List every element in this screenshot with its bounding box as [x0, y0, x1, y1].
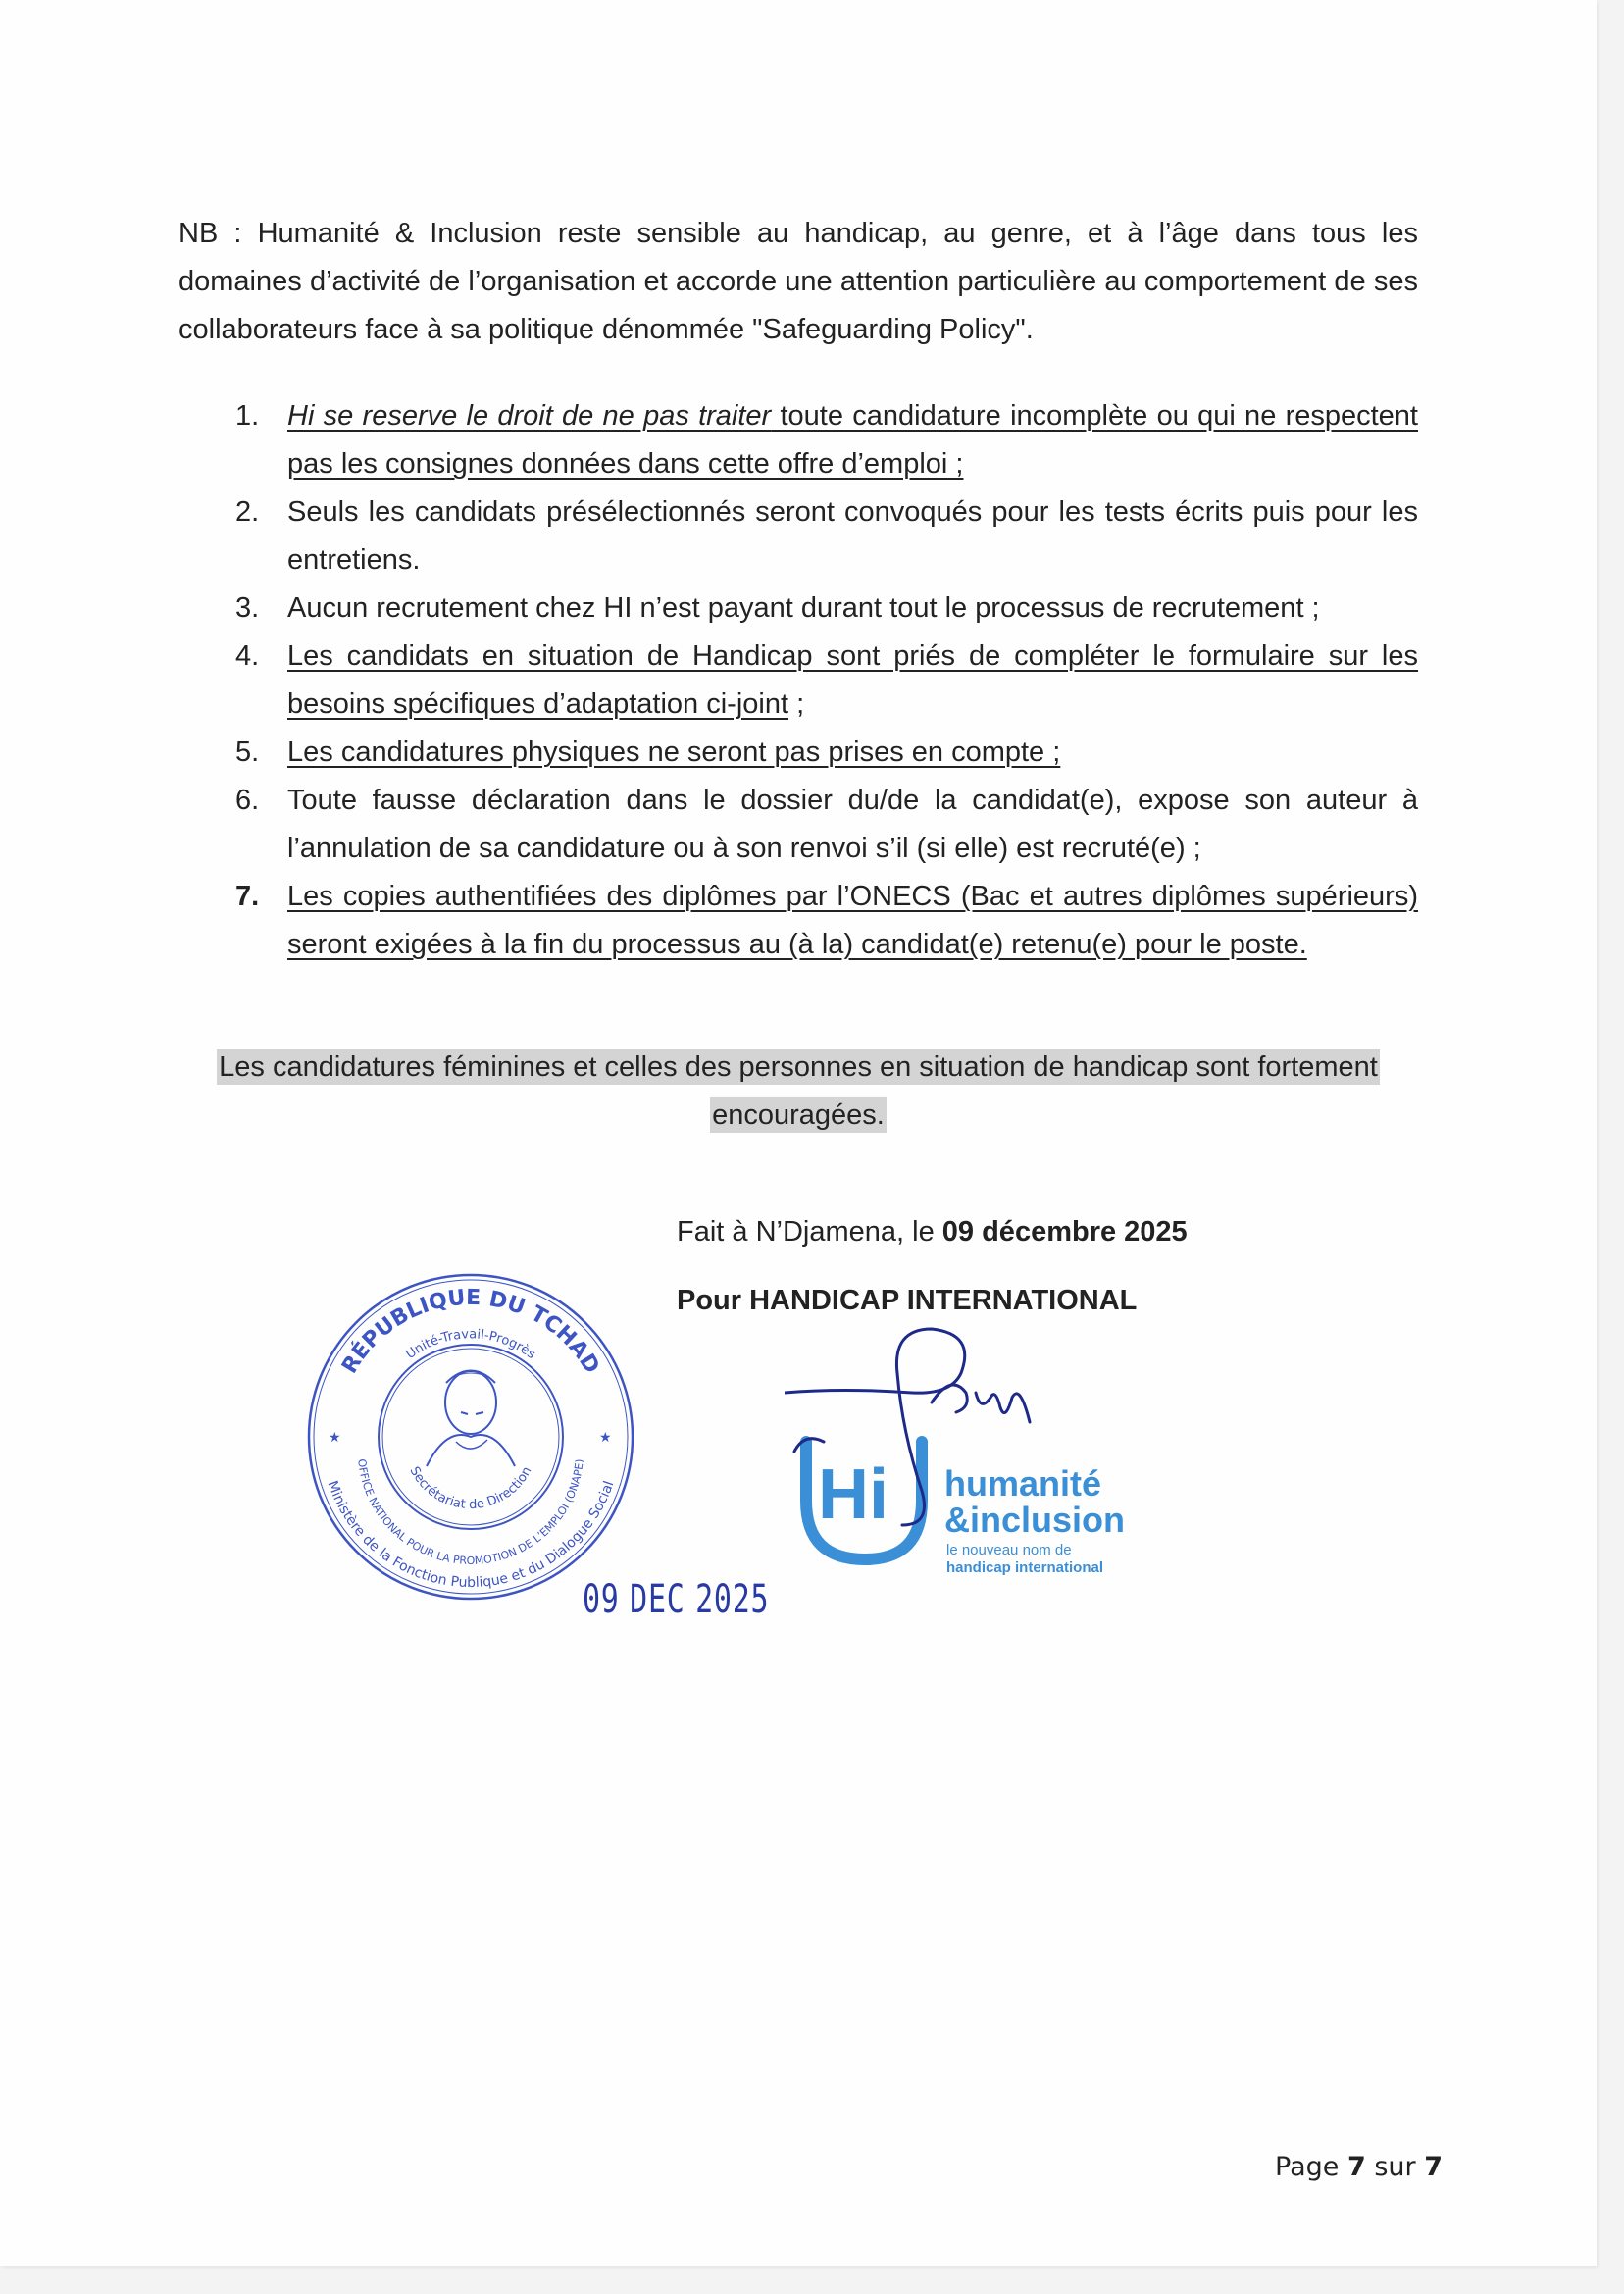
- item-text: Les candidatures physiques ne seront pas prises en compte ;: [287, 737, 1061, 768]
- logo-tagline-2: handicap international: [946, 1559, 1104, 1576]
- stamp-top-text: RÉPUBLIQUE DU TCHAD: [337, 1285, 604, 1379]
- list-item: [235, 488, 1418, 585]
- item-number: 5.: [235, 737, 260, 768]
- footer-middle: sur: [1365, 2152, 1425, 2182]
- star-icon: ★: [599, 1430, 612, 1446]
- item-number: 1.: [235, 400, 260, 432]
- list-item: [235, 392, 1418, 488]
- place-and-date: [677, 1208, 1188, 1256]
- official-stamp: [299, 1265, 642, 1608]
- logo-tagline-1: le nouveau nom de: [946, 1542, 1072, 1558]
- footer-total-pages: 7: [1424, 2152, 1443, 2182]
- stamp-center-text: Secrétariat de Direction: [406, 1464, 535, 1513]
- item-text: Aucun recrutement chez HI n’est payant durant tout le processus de recrutement ;: [287, 592, 1320, 624]
- item-italic-text: Hi se reserve le droit de ne pas traiter: [287, 400, 772, 432]
- list-item: [235, 729, 1418, 777]
- list-item: [235, 777, 1418, 873]
- stamp-inner-text: OFFICE NATIONAL POUR LA PROMOTION DE L’EMPLOI (ONAPE): [355, 1457, 586, 1567]
- item-text: Les candidats en situation de Handicap sont priés de compléter le formulaire sur les besoins spécifiques d’adaptation ci-joint: [287, 640, 1418, 720]
- hi-logo: [806, 1442, 1125, 1576]
- logo-line-1: humanité: [944, 1463, 1102, 1504]
- item-text: toute candidature incomplète ou qui ne respectent pas les consignes données dans cette offre d’emploi ;: [287, 400, 1418, 480]
- nb-paragraph: NB : Humanité & Inclusion reste sensible au handicap, au genre, et à l’âge dans tous les domaines d’activité de l’organisation et accorde une attention particulière au comportement de ses collaborateurs face à sa politique dénommée "Safeguarding Policy".: [178, 218, 1418, 345]
- signature-date: 09 décembre 2025: [941, 1216, 1188, 1248]
- footer-current-page: 7: [1346, 2152, 1366, 2182]
- item-text: Seuls les candidats présélectionnés seront convoqués pour les tests écrits puis pour les entretiens.: [287, 496, 1418, 576]
- organization-name: Pour HANDICAP INTERNATIONAL: [677, 1285, 1138, 1316]
- logo-mark: Hi: [818, 1455, 888, 1534]
- encouragement-note: [178, 1044, 1418, 1140]
- item-number: 7.: [235, 881, 260, 912]
- stamp-bottom-text: Ministère de la Fonction Publique et du Dialogue Social: [324, 1478, 618, 1592]
- encouragement-line-1: Les candidatures féminines et celles des personnes en situation de handicap sont fortement: [219, 1051, 1378, 1083]
- list-item: [235, 585, 1418, 633]
- list-item: [235, 633, 1418, 729]
- item-number: 4.: [235, 640, 260, 672]
- item-suffix: ;: [788, 688, 805, 720]
- list-item: [235, 873, 1418, 969]
- date-stamp-day: 09: [583, 1577, 620, 1622]
- date-stamp-month: DEC: [630, 1577, 685, 1622]
- footer-prefix: Page: [1275, 2152, 1347, 2182]
- encouragement-line-2: encouragées.: [712, 1099, 885, 1131]
- page-footer: [1275, 2152, 1443, 2182]
- logo-line-2: &inclusion: [944, 1500, 1126, 1540]
- conditions-list: [235, 392, 1418, 969]
- date-stamp: [583, 1577, 780, 1622]
- item-number: 3.: [235, 592, 260, 624]
- hi-logo-signature: [785, 1314, 1157, 1608]
- stamp-motto-text: Unité-Travail-Progrès: [403, 1327, 538, 1363]
- item-number: 6.: [235, 785, 260, 816]
- place-prefix: Fait à N’Djamena, le: [677, 1216, 942, 1248]
- item-text: Les copies authentifiées des diplômes par l’ONECS (Bac et autres diplômes supérieurs) seront exigées à la fin du processus au (à la) candidat(e) retenu(e) pour le poste.: [287, 881, 1418, 960]
- item-text: Toute fausse déclaration dans le dossier du/de la candidat(e), expose son auteur à l’annulation de sa candidature ou à son renvoi s’il (si elle) est recruté(e) ;: [287, 785, 1418, 864]
- star-icon: ★: [329, 1430, 341, 1446]
- date-stamp-year: 2025: [695, 1577, 770, 1622]
- item-number: 2.: [235, 496, 260, 528]
- emblem-portrait-icon: [427, 1371, 515, 1467]
